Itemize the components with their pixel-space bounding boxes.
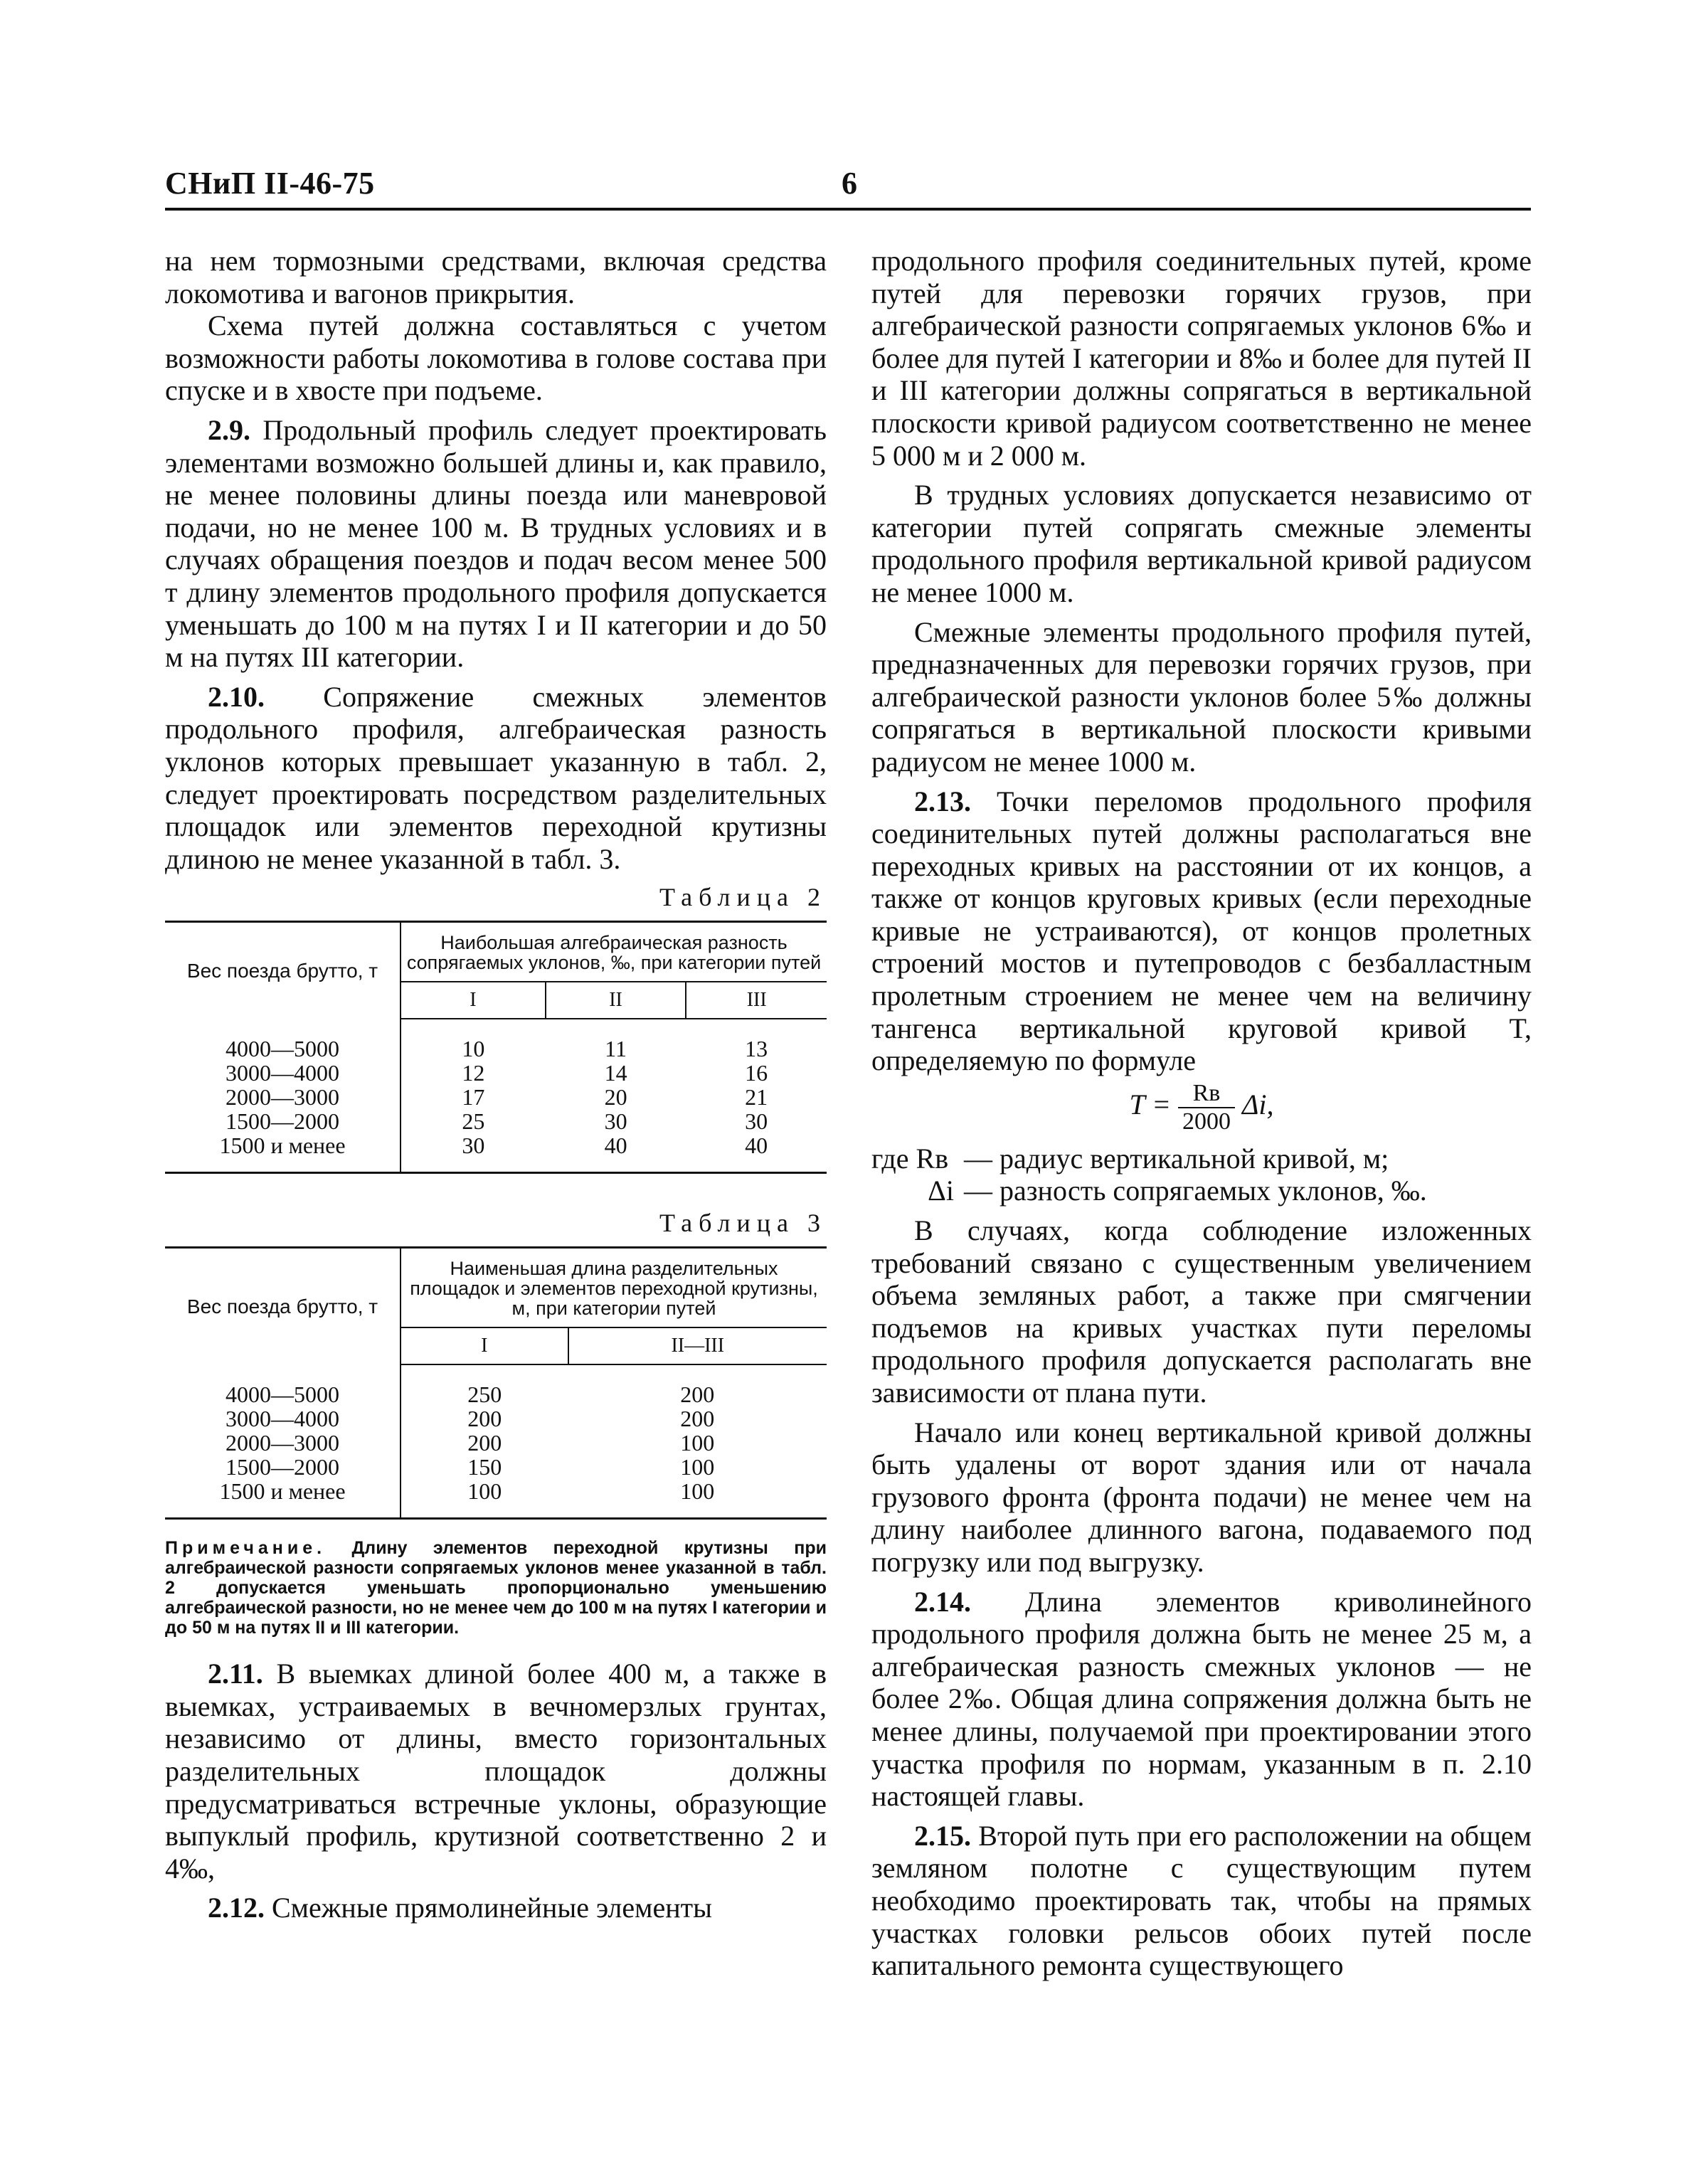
paragraph-2-11: 2.11. В выемках длиной более 400 м, а также в выемках, устраиваемых в вечномерзлых грунтах, независимо от длины, вместо горизонтальных разделительных площадок должны предусматриваться встречные уклоны, образующие выпуклый профиль, крутизной соответственно 2 и 4‰, — [165, 1658, 827, 1885]
header-rule — [165, 208, 1531, 211]
paragraph: Схема путей должна составляться с учетом возможности работы локомотива в голове состава при спуске и в хвосте при подъеме. — [165, 309, 827, 407]
table-2 — [165, 921, 827, 1174]
formula-fraction — [1178, 1080, 1235, 1135]
table-2-col-header: III — [686, 982, 827, 1019]
table-row: 4000—5000 250 200 — [165, 1364, 827, 1406]
table-2-col-header: I — [401, 982, 546, 1019]
table-row: 1500—2000 25 30 30 — [165, 1109, 827, 1133]
paragraph: Начало или конец вертикальной кривой должны быть удалены от ворот здания или от начала грузового фронта (фронта подачи) не менее чем на длину наиболее длинного вагона, подаваемого под погрузку или под выгрузку. — [871, 1416, 1532, 1578]
table-row: 1500—2000 150 100 — [165, 1455, 827, 1479]
formula-denominator: 2000 — [1182, 1108, 1231, 1135]
table-row: 2000—3000 17 20 21 — [165, 1085, 827, 1109]
right-column — [871, 245, 1532, 1982]
table-2-col-header: II — [546, 982, 686, 1019]
paragraph: В трудных условиях допускается независимо от категории путей сопрягать смежные элементы продольного профиля вертикальной кривой радиусом не менее 1000 м. — [871, 479, 1532, 608]
clause-number: 2.12. — [208, 1892, 265, 1924]
clause-number: 2.11. — [208, 1658, 263, 1690]
clause-number: 2.15. — [914, 1819, 971, 1852]
table-3-weight-header: Вес поезда брутто, т — [165, 1248, 401, 1365]
formula-legend-row: Δi — разность сопрягаемых уклонов, ‰. — [928, 1175, 1427, 1207]
paragraph: В случаях, когда соблюдение изложенных требований связано с существенным увеличением объема земляных работ, а также при смягчении подъемов на кривых участках пути переломы продольного профиля допускается располагать вне зависимости от плана пути. — [871, 1214, 1532, 1409]
table-row: 4000—5000 10 11 13 — [165, 1019, 827, 1061]
table-2-group-header: Наибольшая алгебраическая разность сопрягаемых уклонов, ‰, при категории путей — [401, 922, 827, 982]
paragraph: продольного профиля соединительных путей, кроме путей для перевозки горячих грузов, при алгебраической разности сопрягаемых уклонов 6‰ и более для путей I категории и 8‰ и более для путей II и III категории должны сопрягаться в вертикальной плоскости кривой радиусом соответственно не менее 5 000 м и 2 000 м. — [871, 245, 1532, 472]
table-3 — [165, 1246, 827, 1520]
note-label: Примечание. — [165, 1538, 327, 1559]
clause-number: 2.13. — [914, 785, 971, 817]
formula-lhs: T = — [1129, 1088, 1171, 1121]
paragraph-2-10: 2.10. Сопряжение смежных элементов продольного профиля, алгебраическая разность уклонов которых превышает указанную в табл. 2, следует проектировать посредством разделительных площадок или элементов переходной крутизны длиною не менее указанной в табл. 3. — [165, 680, 827, 875]
paragraph-2-9: 2.9. Продольный профиль следует проектировать элементами возможно большей длины и, как правило, не менее половины длины поезда или маневровой подачи, но не менее 100 м. В трудных условиях и в случаях обращения поездов и подач весом менее 500 т длину элементов продольного профиля допускается уменьшать до 100 м на путях I и II категории и до 50 м на путях III категории. — [165, 413, 827, 674]
page-number: 6 — [842, 166, 858, 201]
table-3-caption: Таблица 3 — [659, 1209, 827, 1238]
formula-numerator: Rв — [1178, 1080, 1235, 1108]
table-row: 3000—4000 200 200 — [165, 1406, 827, 1431]
table-row: 2000—3000 200 100 — [165, 1431, 827, 1455]
table-note: Примечание. Длину элементов переходной крутизны при алгебраической разности сопрягаемых уклонов менее указанной в табл. 2 допускается уменьшать пропорционально уменьшению алгебраической разности, но не менее чем до 100 м на путях I категории и до 50 м на путях II и III категории. — [165, 1538, 827, 1638]
paragraph-2-13: 2.13. Точки переломов продольного профиля соединительных путей должны располагаться вне переходных кривых на расстоянии от их концов, а также от концов круговых кривых (если переходные кривые не устраиваются), от концов пролетных строений мостов и путепроводов с безбалластным пролетным строением не менее чем на величину тангенса вертикальной круговой кривой T, определяемую по формуле — [871, 785, 1532, 1077]
table-2-weight-header: Вес поезда брутто, т — [165, 922, 401, 1019]
paragraph-2-12: 2.12. Смежные прямолинейные элементы — [208, 1892, 712, 1924]
table-3-col-header: I — [401, 1327, 568, 1364]
clause-number: 2.9. — [208, 413, 250, 446]
table-3-group-header: Наименьшая длина разделительных площадок и элементов переходной крутизны, м, при категории путей — [401, 1248, 827, 1328]
table-row: 1500 и менее 30 40 40 — [165, 1133, 827, 1157]
table-row: 1500 и менее 100 100 — [165, 1479, 827, 1503]
formula-legend-row: где Rв — радиус вертикальной кривой, м; — [871, 1142, 1389, 1175]
left-column — [165, 245, 827, 1924]
table-row: 3000—4000 12 14 16 — [165, 1061, 827, 1085]
formula-rhs: Δi, — [1241, 1088, 1274, 1121]
document-code: СНиП II-46-75 — [165, 166, 375, 201]
table-2-caption: Таблица 2 — [659, 883, 827, 912]
paragraph: Смежные элементы продольного профиля путей, предназначенных для перевозки горячих грузов, при алгебраической разности уклонов более 5‰ должны сопрягаться в вертикальной плоскости кривыми радиусом не менее 1000 м. — [871, 615, 1532, 778]
clause-number: 2.10. — [208, 680, 265, 713]
paragraph: на нем тормозными средствами, включая средства локомотива и вагонов прикрытия. — [165, 245, 827, 309]
clause-number: 2.14. — [914, 1585, 971, 1618]
table-3-col-header: II—III — [568, 1327, 827, 1364]
paragraph-2-15: 2.15. Второй путь при его расположении на общем земляном полотне с существующим путем необходимо проектировать так, чтобы на прямых участках головки рельсов обоих путей после капитального ремонта существующего — [871, 1819, 1532, 1982]
paragraph-2-14: 2.14. Длина элементов криволинейного продольного профиля должна быть не менее 25 м, а алгебраическая разность смежных уклонов — не более 2‰. Общая длина сопряжения должна быть не менее длины, получаемой при проектировании этого участка профиля по нормам, указанным в п. 2.10 настоящей главы. — [871, 1585, 1532, 1813]
tangent-formula — [871, 1080, 1532, 1135]
